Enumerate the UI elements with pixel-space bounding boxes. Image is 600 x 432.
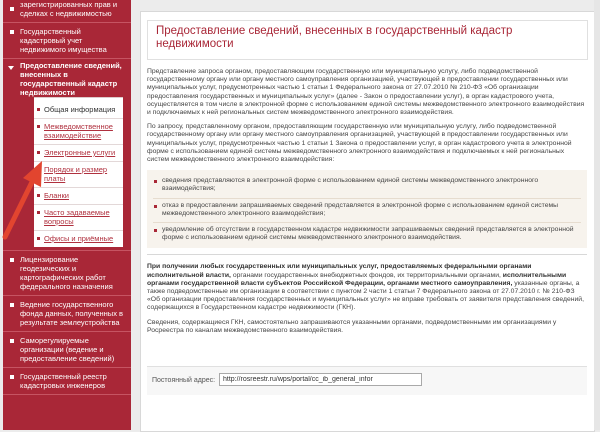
sidebar-item-label: Предоставление сведений, внесенных в государственный кадастр недвижимости xyxy=(20,61,122,97)
text: органами государственных внебюджетных фондов, их территориальными органами, xyxy=(230,271,503,279)
submenu-item-forms[interactable]: Бланки xyxy=(34,188,123,205)
sidebar-item-label: Ведение государственного фонда данных, полученных в результате землеустройства xyxy=(20,300,124,327)
sidebar-item-registration[interactable] xyxy=(3,0,131,23)
submenu-item-interagency[interactable]: Межведомственное взаимодействие xyxy=(34,119,123,145)
page-title: Предоставление сведений, внесенных в государственный кадастр недвижимости xyxy=(156,25,513,50)
paragraph: Сведения, содержащиеся ГКН, самостоятельно запрашиваются указанными органами, подведомственными им организациями у Росреестра по каналам межведомственного взаимодействия. xyxy=(147,318,557,334)
sidebar-item-engineers-registry[interactable] xyxy=(3,368,131,395)
submenu-item-faq[interactable]: Часто задаваемые вопросы xyxy=(34,205,123,231)
sidebar-nav xyxy=(3,0,131,430)
sidebar-item-label: зарегистрированных прав и сделках с недвижимостью xyxy=(20,0,118,18)
notice-item: сведения представляются в электронной форме с использованием единой системы межведомственного электронного взаимодействия; xyxy=(153,174,581,198)
article-body xyxy=(147,68,587,341)
sidebar-item-land-data-fund[interactable] xyxy=(3,296,131,332)
paragraph: По запросу, представленному органом, предоставляющим государственную или муниципальную услугу, либо подведомственной государственному органу или органу местного самоуправления организацией, участвующей в предоставлении государственных или муниципальных услуг, предусмотренных частью 1 статьи 1 Закона о предоставлении услуг, в орган кадастрового учета в электронной форме с использованием единой системы межведомственного электронного взаимодействия и подключаемых к ней региональных систем межведомственного электронного взаимодействия: xyxy=(147,123,572,164)
notice-item: уведомление об отсутствии в государственном кадастре недвижимости запрашиваемых сведений представляется в электронной форме с использованием единой системы межведомственного электронного взаимодействия. xyxy=(153,223,581,246)
permalink-field[interactable] xyxy=(219,373,422,386)
bold-text: При получении любых государственных или муниципальных услуг, предоставляемых федеральными органами исполнительной власти, xyxy=(147,263,532,279)
page-title-box xyxy=(147,20,588,60)
submenu-item-fees[interactable]: Порядок и размер платы xyxy=(34,162,123,188)
text: указанные органы, а также подведомственные им организации в соответствии с пунктом 2 части 1 статьи 7 Федерального закона от 27.07.2010 г. № 210-ФЗ «Об организации предоставления государственных и муниципальных услуг» не вправе требовать от заявителя представления сведений, содержащихся в Государственном кадастре недвижимости (ГКН). xyxy=(147,279,584,312)
sidebar-item-licensing[interactable] xyxy=(3,251,131,296)
paragraph xyxy=(147,261,587,312)
bold-text: исполнительными органами государственной власти субъектов Российской Федерации, органами местного самоуправления, xyxy=(147,271,567,287)
permalink-bar xyxy=(147,366,587,395)
sidebar-item-label: Лицензирование геодезических и картографических работ федерального назначения xyxy=(20,255,113,291)
sidebar-item-label: Саморегулируемые организации (ведение и предоставление сведений) xyxy=(20,336,115,363)
notice-item: отказ в предоставлении запрашиваемых сведений представляется в электронной форме с использованием единой системы межведомственного электронного взаимодействия; xyxy=(153,199,581,223)
submenu-item-electronic-services[interactable]: Электронные услуги xyxy=(34,145,123,162)
sidebar-item-label: Государственный кадастровый учет недвижимого имущества xyxy=(20,27,107,54)
sidebar-submenu xyxy=(34,97,123,247)
sidebar-item-cadastre-info[interactable] xyxy=(3,59,131,251)
sidebar-item-cadastral-registration[interactable] xyxy=(3,23,131,59)
main-content xyxy=(140,11,595,432)
submenu-item-general-info[interactable]: Общая информация xyxy=(34,102,123,119)
divider xyxy=(147,254,587,255)
sidebar-item-sro[interactable] xyxy=(3,332,131,368)
scrollbar[interactable] xyxy=(594,0,600,430)
notice-box xyxy=(147,170,587,248)
submenu-item-offices[interactable]: Офисы и приёмные xyxy=(34,231,123,247)
sidebar-item-label: Государственный реестр кадастровых инженеров xyxy=(20,372,107,390)
permalink-label: Постоянный адрес: xyxy=(152,377,216,384)
paragraph: Представление запроса органом, предоставляющим государственную или муниципальную услугу, либо подведомственной государственному органу или органу местного самоуправления организацией, участвующей в предоставлении государственных или муниципальных услуг, предусмотренных частью 1 статьи 1 Федерального закона от 27.07.2010 № 210-ФЗ «Об организации предоставления государственных и муниципальных услуг» (далее - Закон о предоставлении услуг), в орган кадастрового учета, осуществляется в том числе в электронной форме с использованием единой системы межведомственного электронного взаимодействия и подключаемых к ней региональных систем межведомственного электронного взаимодействия. xyxy=(147,68,585,117)
